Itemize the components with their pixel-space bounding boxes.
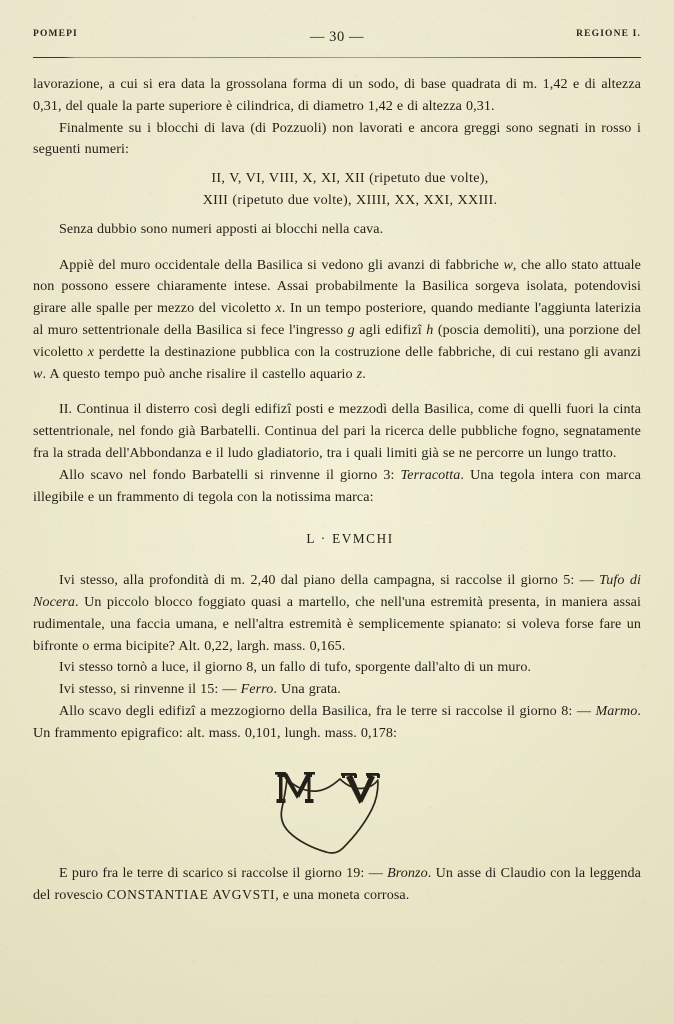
italic-letter-h: h: [426, 321, 434, 338]
paragraph-finalmente: Finalmente su i blocchi di lava (di Pozzuoli) non lavorati e ancora greggi sono segnati in rosso i seguenti numeri:: [33, 119, 641, 158]
roman-numerals-line-1: II, V, VI, VIII, X, XI, XII (ripetuto due volte),: [211, 170, 489, 187]
paragraph-section-two: II. Continua il disterro così degli edifizî posti e mezzodì della Basilica, come di quelli fuori la cinta settentrionale, nel fondo già Barbatelli. Continua del pari la ricerca delle pubbliche fogno, segnatamente fra la strada dell'Abbondanza e il ludo gladiatorio, tra i quali limiti già se ne percorre un lungo tratto.: [33, 401, 641, 461]
roman-numerals-line-2: XIII (ripetuto due volte), XIIII, XX, XXI, XXIII.: [202, 191, 498, 208]
paragraph-bronzo: E puro fra le terre di scarico si raccolse il giorno 19: — Bronzo. Un asse di Claudio con la leggenda del rovescio CONSTANTIAE AVGVSTI, e una moneta corrosa.: [33, 864, 641, 904]
tile-stamp-inscription: L · EVMCHI: [306, 531, 394, 547]
page-number: — 30 —: [309, 29, 365, 45]
page-content: [33, 0, 641, 907]
italic-letter-g: g: [347, 321, 355, 338]
italic-tufo-di-nocera: Tufo di Nocera: [33, 572, 641, 610]
italic-ferro: Ferro: [240, 681, 274, 698]
body-text: [33, 74, 641, 907]
italic-terracotta: Terracotta: [400, 466, 461, 483]
running-head-right: REGIONE I.: [576, 29, 641, 39]
inscription-facsimile-figure: [33, 751, 641, 863]
header-divider-rule: [33, 57, 641, 58]
italic-bronzo: Bronzo: [387, 864, 428, 881]
running-head: [33, 0, 641, 47]
italic-letter-x-2: x: [87, 343, 95, 360]
paragraph-appie-basilica: Appiè del muro occidentale della Basilica si vedono gli avanzi di fabbriche w, che allo stato attuale non possono essere chiaramente intese. Assai probabilmente la Basilica sorgeva isolata, potendovisi girare alle spalle per mezzo del vicoletto x. In un tempo posteriore, quando mediante l'aggiunta laterizia al muro settentrionale della Basilica si fece l'ingresso g agli edifizî h (poscia demoliti), una porzione del vicoletto x perdette la destinazione pubblica con la costruzione delle fabbriche, di cui restano gli avanzi w. A questo tempo può anche risalire il castello aquario z.: [33, 256, 641, 382]
fragment-drawing-icon: [262, 751, 412, 863]
paragraph-terracotta: Allo scavo nel fondo Barbatelli si rinvenne il giorno 3: Terracotta. Una tegola intera con marca illegibile e un frammento di tegola con la notissima marca:: [33, 466, 641, 505]
italic-letter-w-2: w: [33, 365, 43, 382]
paragraph-continuation: lavorazione, a cui si era data la grossolana forma di un sodo, di base quadrata di m. 1,42 e di altezza 0,31, del quale la parte superiore è cilindrica, di diametro 1,42 e di altezza 0,31.: [33, 76, 641, 114]
paragraph-marmo: Allo scavo degli edifizî a mezzogiorno della Basilica, fra le terre si raccolse il giorno 8: — Marmo. Un frammento epigrafico: alt. mass. 0,101, lungh. mass. 0,178:: [33, 702, 641, 741]
paragraph-ferro: Ivi stesso, si rinvenne il 15: — Ferro. Una grata.: [59, 681, 341, 698]
italic-letter-z: z: [356, 365, 363, 382]
paragraph-fallo-di-tufo: Ivi stesso tornò a luce, il giorno 8, un fallo di tufo, sporgente dall'alto di un muro.: [59, 659, 532, 676]
coin-legend-caps: CONSTANTIAE AVGVSTI: [106, 887, 276, 903]
italic-letter-x: x: [275, 300, 282, 317]
running-head-left: POMEPI: [33, 29, 78, 39]
roman-numerals-block: [33, 168, 641, 212]
paragraph-senza-dubbio: Senza dubbio sono numeri apposti ai blocchi nella cava.: [59, 220, 384, 237]
italic-letter-w: w: [503, 256, 513, 273]
italic-marmo: Marmo: [595, 702, 638, 719]
paragraph-tufo-di-nocera: Ivi stesso, alla profondità di m. 2,40 dal piano della campagna, si raccolse il giorno 5: — Tufo di Nocera. Un piccolo blocco foggiato quasi a martello, che nell'una estremità presenta, in maniera assai rudimentale, una faccia umana, e nell'altra estremità è semplicemente spianato: si voleva forse fare un bifronte o erma bicipite? Alt. 0,22, largh. mass. 0,165.: [33, 572, 641, 654]
